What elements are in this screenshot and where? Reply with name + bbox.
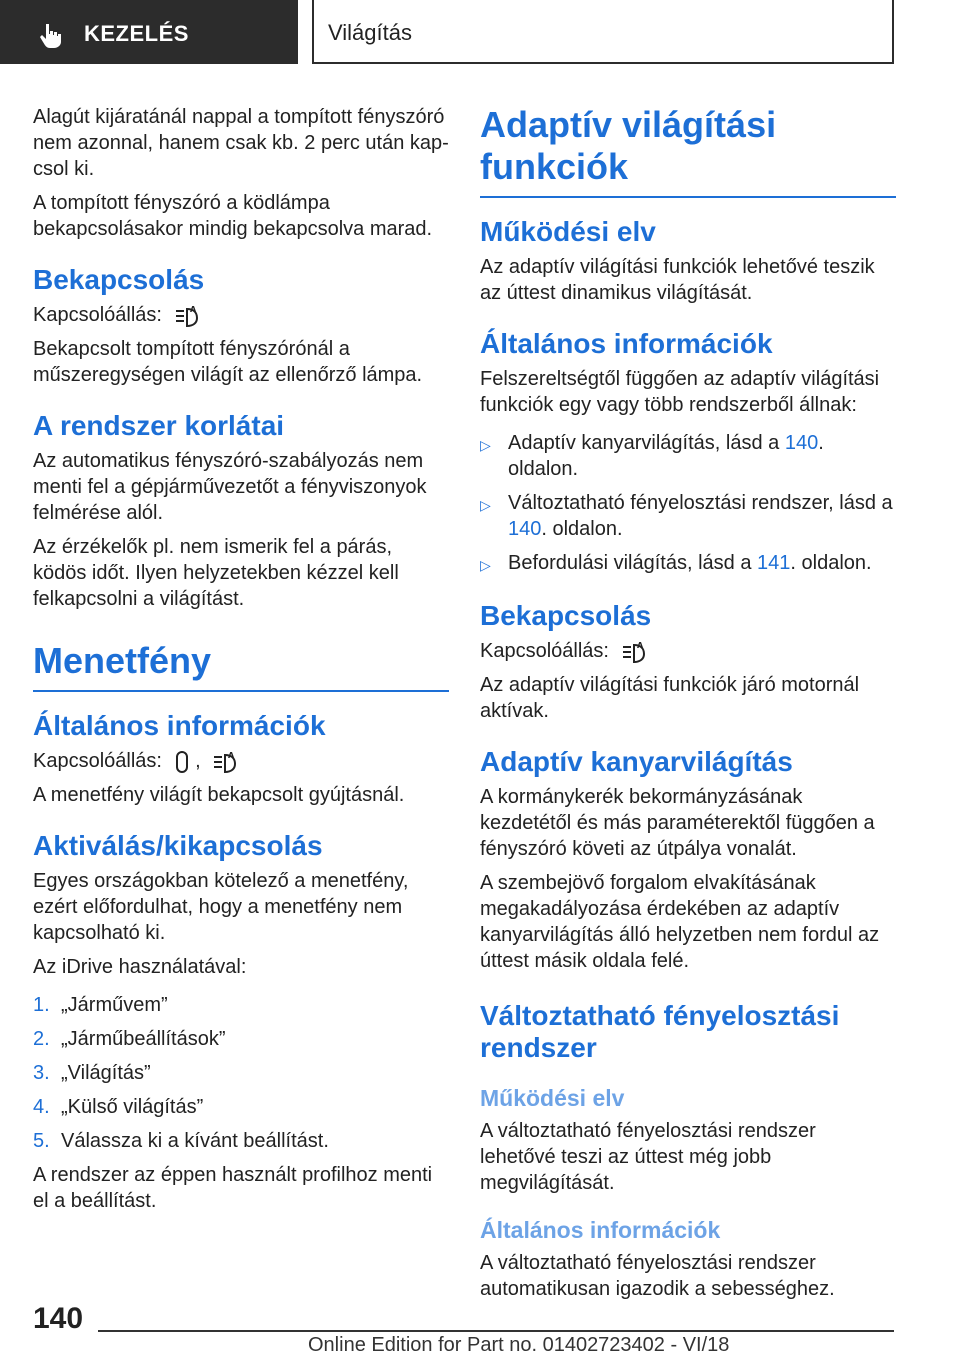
heading-variable-light-distribution: Változtatható fényelosztási rendszer	[480, 1000, 840, 1063]
bullet-text: Változtatható fényelosztási rendszer, lásd a	[508, 492, 893, 514]
step-number: 3.	[33, 1062, 50, 1084]
list-item	[33, 1060, 449, 1086]
page-link[interactable]: 140	[784, 432, 819, 454]
heading-general-info: Általános információk	[480, 328, 773, 359]
general2-paragraph: A változtatható fényelosztási rendszer automatikusan igazodik a sebességhez.	[480, 1252, 835, 1300]
step-text: „Járműbeállítások”	[61, 1028, 226, 1050]
heading-daytime-running-lights: Menetfény	[33, 640, 449, 692]
chapter-header	[312, 0, 894, 64]
switch-position-label: Kapcsolóállás:	[480, 640, 609, 662]
step-text: „Világítás”	[61, 1062, 151, 1084]
hand-pointer-icon	[38, 22, 64, 48]
limits-paragraph-2: Az érzékelők pl. nem ismerik fel a párás, ködös időt. Ilyen helyzetekben kézzel kell felkapcsolni a világítást.	[33, 536, 399, 610]
toggle-paragraph-3: A rendszer az éppen használt profilhoz menti el a beállítást.	[33, 1164, 433, 1212]
switch-on-paragraph: Az adaptív világítási funkciók járó motornál aktívak.	[480, 674, 860, 722]
toggle-paragraph-2: Az iDrive használatával:	[33, 956, 247, 978]
svg-text:A: A	[228, 750, 235, 760]
left-column	[33, 104, 449, 1222]
curve-paragraph-1: A kormánykerék bekormányzásának kezdetétől és más paraméterektől függően a fényszóró követi az útpálya vonalát.	[480, 786, 875, 860]
switch-position-line	[480, 638, 896, 664]
svg-text:A: A	[189, 304, 196, 314]
heading-adaptive-curve-light: Adaptív kanyarvilágítás	[480, 746, 793, 777]
list-item	[33, 1128, 449, 1154]
page-link[interactable]: 141	[757, 552, 791, 574]
step-number: 5.	[33, 1130, 50, 1152]
section-title: KEZELÉS	[84, 21, 189, 46]
section-header	[0, 0, 298, 64]
triangle-bullet-icon: ▷	[480, 557, 491, 573]
heading-switching-on: Bekapcsolás	[480, 600, 652, 631]
switch-position-line	[33, 302, 449, 328]
list-item	[480, 550, 896, 578]
bullet-suffix: . oldalon.	[790, 552, 872, 574]
list-item	[33, 992, 449, 1018]
heading-activate-deactivate: Aktiválás/kikapcsolás	[33, 830, 323, 861]
drl-switch-separator: ,	[195, 750, 201, 772]
drl-switch-label: Kapcsolóállás:	[33, 750, 162, 772]
right-column	[480, 104, 896, 1310]
switch-on-paragraph: Bekapcsolt tompított fényszórónál a műszeregységen világít az ellenőrző lámpa.	[33, 338, 423, 386]
auto-headlight-icon	[212, 750, 238, 774]
intro-paragraph-1: Alagút kijáratánál nappal a tompított fényszóró nem azonnal, hanem csak kb. 2 perc után kapcsol ki.	[33, 106, 449, 180]
footer-edition: Online Edition for Part no. 01402723402 - VI/18	[308, 1334, 730, 1356]
step-number: 2.	[33, 1028, 50, 1050]
auto-headlight-icon	[621, 640, 647, 664]
general-paragraph: Felszereltségtől függően az adaptív világítási funkciók egy vagy több rendszerből állnak:	[480, 368, 880, 416]
principle-paragraph: Az adaptív világítási funkciók lehetővé teszik az úttest dinamikus világítását.	[480, 256, 875, 304]
list-item	[480, 430, 896, 482]
svg-text:A: A	[636, 640, 643, 650]
step-number: 1.	[33, 994, 50, 1016]
limits-paragraph-1: Az automatikus fényszóró-szabályozás nem menti fel a gépjárművezetőt a fényviszonyok felmérése alól.	[33, 450, 427, 524]
footer-divider	[98, 1330, 894, 1332]
step-number: 4.	[33, 1096, 50, 1118]
step-text: Válassza ki a kívánt beállítást.	[61, 1130, 329, 1152]
heading-adaptive-lighting: Adaptív világítási funkciók	[480, 104, 896, 198]
switch-position-label: Kapcsolóállás:	[33, 304, 162, 326]
heading-switching-on: Bekapcsolás	[33, 264, 205, 295]
heading-principle: Működési elv	[480, 216, 656, 247]
page-link[interactable]: 140	[508, 518, 542, 540]
chapter-title: Világítás	[328, 20, 412, 45]
bullet-suffix: . oldalon.	[508, 432, 824, 480]
bullet-text: Befordulási világítás, lásd a	[508, 552, 758, 574]
bullet-suffix: . oldalon.	[541, 518, 623, 540]
toggle-paragraph-1: Egyes országokban kötelező a menetfény, ezért előfordulhat, hogy a menetfény nem kapcsolható ki.	[33, 870, 409, 944]
bullet-text: Adaptív kanyarvilágítás, lásd a	[508, 432, 785, 454]
list-item	[33, 1094, 449, 1120]
curve-paragraph-2: A szembejövő forgalom elvakításának megakadályozása érdekében az adaptív kanyarvilágítás álló helyzetben nem fordul az úttest másik oldala felé.	[480, 872, 880, 972]
list-item	[33, 1026, 449, 1052]
step-text: „Járművem”	[61, 994, 168, 1016]
step-text: „Külső világítás”	[61, 1096, 204, 1118]
principle2-paragraph: A változtatható fényelosztási rendszer lehetővé teszi az úttest még jobb megvilágítását.	[480, 1120, 816, 1194]
triangle-bullet-icon: ▷	[480, 497, 491, 513]
heading-general-info: Általános információk	[33, 710, 326, 741]
heading-system-limits: A rendszer korlátai	[33, 410, 285, 441]
triangle-bullet-icon: ▷	[480, 437, 491, 453]
subheading-principle: Működési elv	[480, 1085, 625, 1111]
intro-paragraph-2: A tompított fényszóró a ködlámpa bekapcsolásakor mindig bekapcsolva marad.	[33, 192, 433, 240]
drl-switch-line	[33, 748, 449, 774]
page-number: 140	[33, 1302, 84, 1335]
switch-off-icon	[174, 750, 190, 774]
auto-headlight-icon	[174, 304, 200, 328]
drl-paragraph: A menetfény világít bekapcsolt gyújtásnál.	[33, 784, 405, 806]
list-item	[480, 490, 896, 542]
subheading-general-info: Általános információk	[480, 1217, 721, 1243]
